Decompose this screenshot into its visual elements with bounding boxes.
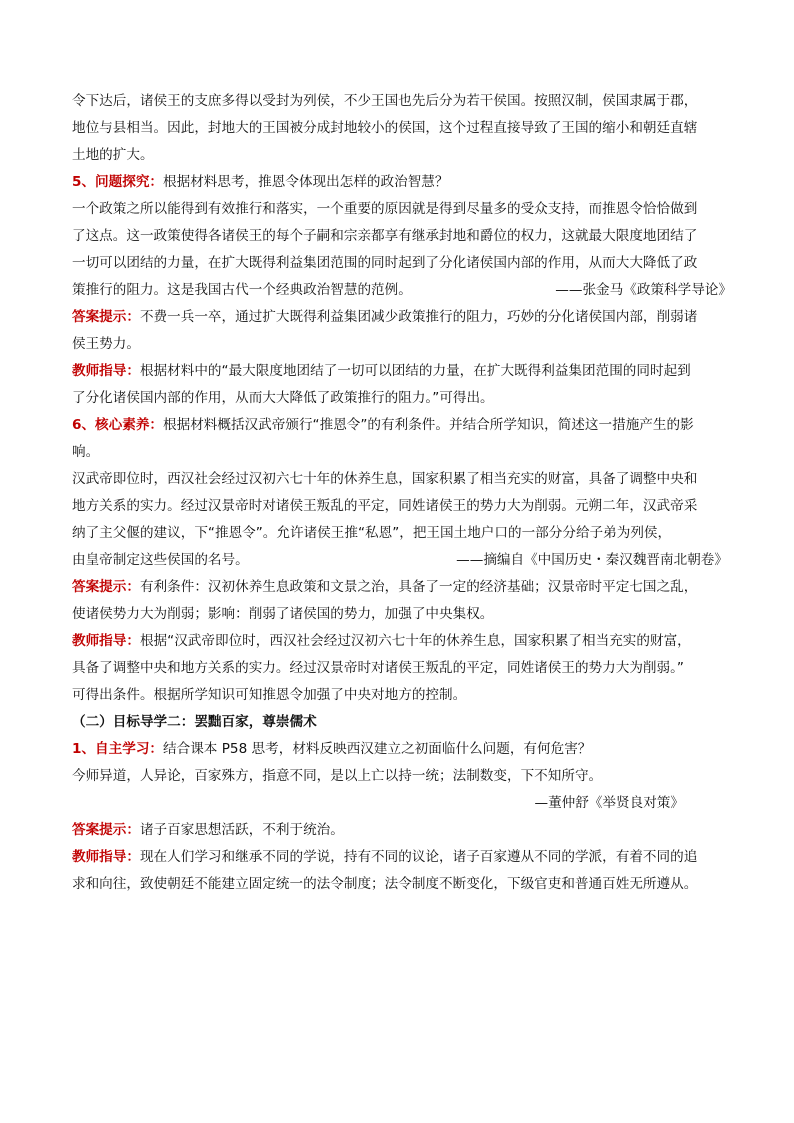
q5-answer [72,304,732,331]
q6-label: 6、核心素养： [72,417,164,433]
q5-answer-label: 答案提示： [72,309,140,325]
q6-source: ——摘编自《中国历史・秦汉魏晋南北朝卷》 [456,552,728,568]
q6-material-line: 由皇帝制定这些侯国的名号。 [72,552,249,568]
q5-label: 5、问题探究： [72,174,164,190]
section-2-title: （二）目标导学二：罢黜百家，尊崇儒术 [72,714,317,730]
q1-question: 结合课本 P58 思考，材料反映西汉建立之初面临什么问题，有何危害？ [163,741,592,757]
q6-guide [72,628,732,655]
q1-guide-line: 求和向往，致使朝廷不能建立固定统一的法令制度；法令制度不断变化，下级官吏和普通百姓无所遵从。 [72,876,698,892]
intro-line-1: 令下达后，诸侯王的支庶多得以受封为列侯，不少王国也先后分为若干侯国。按照汉制，侯国隶属于郡， [72,93,698,109]
q6-material-last [72,547,732,574]
q5-answer-text: 不费一兵一卒，通过扩大既得利益集团减少政策推行的阻力，巧妙的分化诸侯国内部，削弱诸 [139,309,698,325]
q5-material-line: 一个政策之所以能得到有效推行和落实，一个重要的原因就是得到尽量多的受众支持，而推恩令恰恰做到 [72,201,698,217]
q6-answer-text: 有利条件：汉初休养生息政策和文景之治，具备了一定的经济基础；汉景帝时平定七国之乱， [139,579,698,595]
q1-answer-text: 诸子百家思想活跃，不利于统治。 [139,822,344,838]
q6-answer [72,574,732,601]
q6-answer-label: 答案提示： [72,579,140,595]
q1-heading [72,736,732,763]
q1-source: —董仲舒《举贤良对策》 [534,795,684,811]
q1-label: 1、自主学习： [72,741,164,757]
q5-guide-line: 了分化诸侯国内部的作用，从而大大降低了政策推行的阻力。”可得出。 [72,390,494,406]
q5-guide-label: 教师指导： [72,363,140,379]
q1-material-line: 今师异道，人异论，百家殊方，指意不同，是以上亡以持一统；法制数变，下不知所守。 [72,768,603,784]
q1-guide-label: 教师指导： [72,849,140,865]
q5-material-line: 一切可以团结的力量，在扩大既得利益集团范围的同时起到了分化诸侯国内部的作用，从而大大降低了政 [72,255,698,271]
q6-question-line: 响。 [72,444,100,460]
q6-guide-label: 教师指导： [72,633,140,649]
q6-heading [72,412,732,439]
q6-material-line: 汉武帝即位时，西汉社会经过汉初六七十年的休养生息，国家积累了相当充实的财富，具备了调整中央和 [72,471,698,487]
q1-answer [72,817,732,844]
intro-line-2: 地位与县相当。因此，封地大的王国被分成封地较小的侯国，这个过程直接导致了王国的缩小和朝廷直辖 [72,120,698,136]
q5-answer-line: 侯王势力。 [72,336,140,352]
q6-question: 根据材料概括汉武帝颁行“推恩令”的有利条件。并结合所学知识，简述这一措施产生的影 [163,417,694,433]
q5-material-line: 了这点。这一政策使得各诸侯王的每个子嗣和宗亲都享有继承封地和爵位的权力，这就最大限度地团结了 [72,228,698,244]
q6-guide-line: 可得出条件。根据所学知识可知推恩令加强了中央对地方的控制。 [72,687,467,703]
intro-line-3: 土地的扩大。 [72,147,154,163]
q5-source: ——张金马《政策科学导论》 [555,282,732,298]
q1-guide-text: 现在人们学习和继承不同的学说，持有不同的议论，诸子百家遵从不同的学派，有着不同的追 [139,849,698,865]
q5-heading [72,169,732,196]
q1-answer-label: 答案提示： [72,822,140,838]
q5-guide [72,358,732,385]
q5-material-line: 策推行的阻力。这是我国古代一个经典政治智慧的范例。 [72,282,412,298]
q6-guide-line: 具备了调整中央和地方关系的实力。经过汉景帝时对诸侯王叛乱的平定，同姓诸侯王的势力大为削弱。” [72,660,684,676]
q5-question: 根据材料思考，推恩令体现出怎样的政治智慧？ [163,174,449,190]
q6-material-line: 地方关系的实力。经过汉景帝时对诸侯王叛乱的平定，同姓诸侯王的势力大为削弱。元朔二年，汉武帝采 [72,498,698,514]
document-page [72,88,732,898]
q6-answer-line: 使诸侯势力大为削弱；影响：削弱了诸侯国的势力，加强了中央集权。 [72,606,494,622]
q5-guide-text: 根据材料中的“最大限度地团结了一切可以团结的力量，在扩大既得利益集团范围的同时起到 [139,363,691,379]
q1-guide [72,844,732,871]
q6-material-line: 纳了主父偃的建议，下“推恩令”。允许诸侯王推“私恩”，把王国土地户口的一部分分给子弟为列侯， [72,525,672,541]
q5-material-last [72,277,732,304]
q6-guide-text: 根据“汉武帝即位时，西汉社会经过汉初六七十年的休养生息，国家积累了相当充实的财富， [139,633,691,649]
